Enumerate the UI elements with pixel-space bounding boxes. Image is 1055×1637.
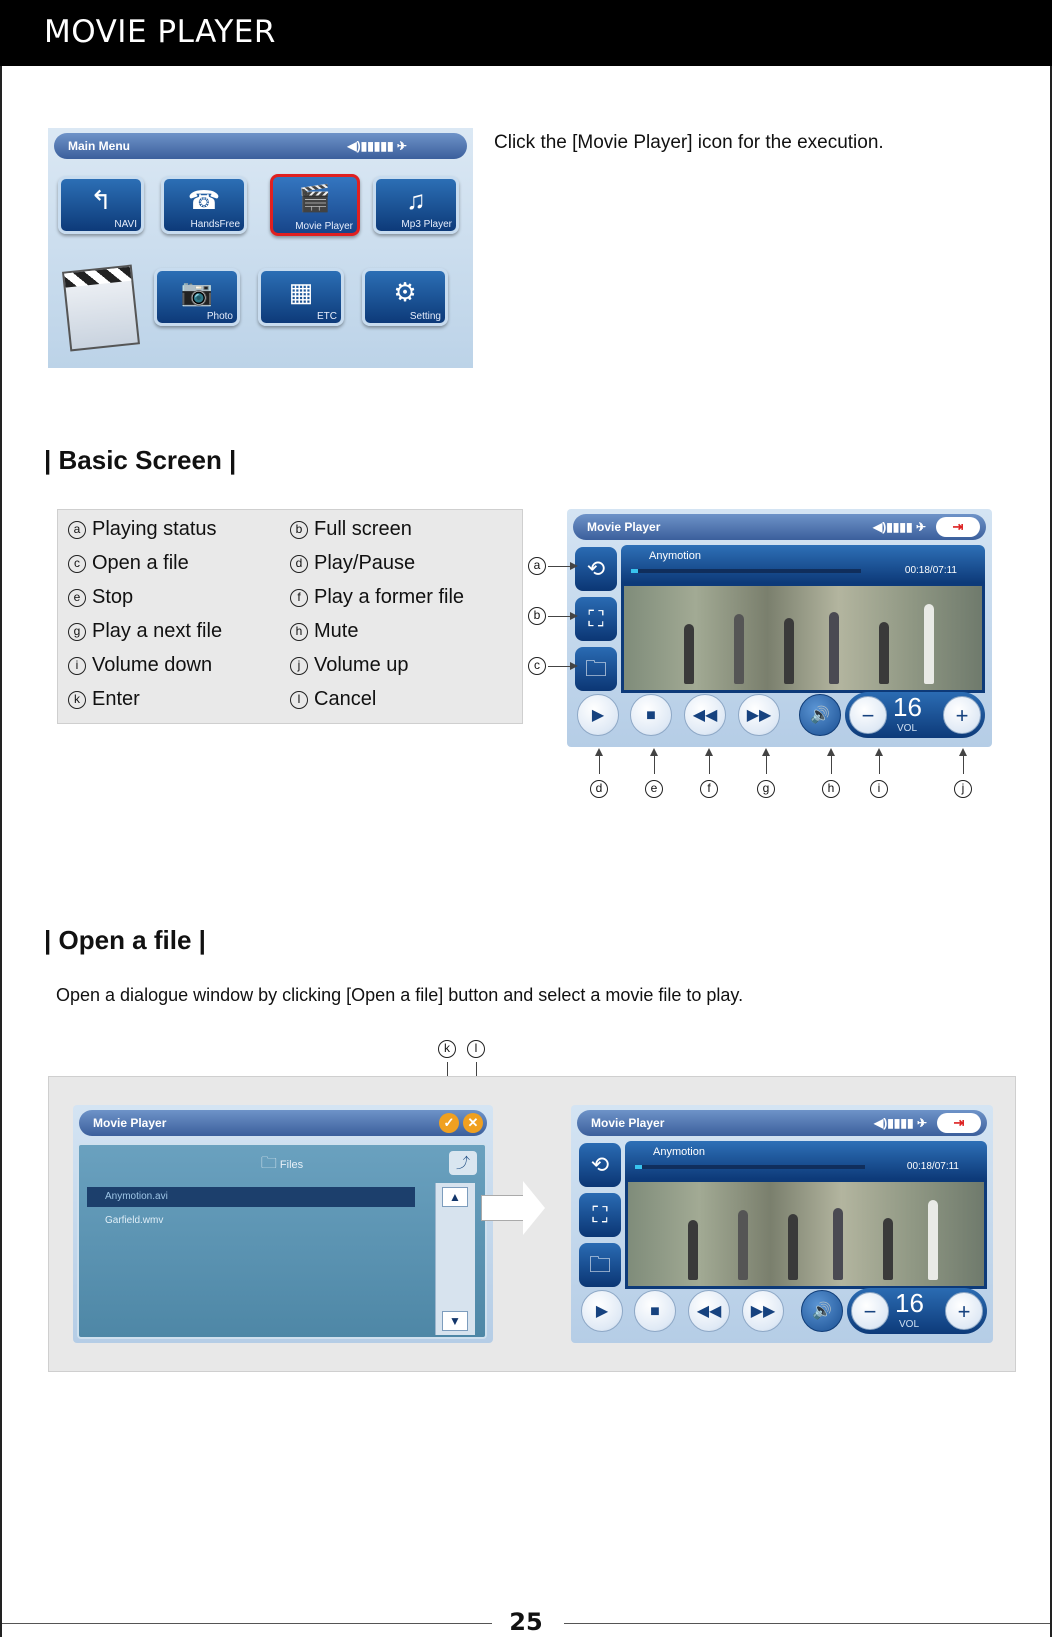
- main-menu-screenshot: [48, 128, 473, 368]
- menu-button-label: Photo: [206, 311, 233, 322]
- track-name: Anymotion: [653, 1146, 705, 1158]
- volume-value: 16: [895, 1288, 924, 1318]
- callout-f-arrow: [709, 750, 710, 774]
- navi-icon: ↰: [90, 185, 112, 215]
- exit-icon[interactable]: ⇥: [937, 1113, 981, 1133]
- camera-icon: 📷: [180, 277, 214, 307]
- playing-status-bar: [621, 545, 985, 583]
- previous-button[interactable]: ◀◀: [684, 694, 726, 736]
- volume-up-button[interactable]: +: [943, 696, 981, 734]
- legend-box: [57, 509, 523, 724]
- page-header: [0, 0, 1052, 66]
- callout-h: h: [822, 780, 840, 798]
- menu-button-navi[interactable]: [58, 176, 144, 234]
- mute-button[interactable]: 🔊: [799, 694, 841, 736]
- play-button[interactable]: ▶: [577, 694, 619, 736]
- menu-button-label: Mp3 Player: [401, 219, 452, 230]
- gear-icon: ⚙: [393, 277, 417, 307]
- callout-b: b: [528, 607, 546, 625]
- exit-icon[interactable]: ⇥: [936, 517, 980, 537]
- next-button[interactable]: ▶▶: [738, 694, 780, 736]
- play-button[interactable]: ▶: [581, 1290, 623, 1332]
- callout-g-arrow: [766, 750, 767, 774]
- mp3-icon: ♫: [406, 185, 426, 215]
- main-menu-titlebar: [54, 133, 467, 159]
- progress-fill: [631, 569, 638, 573]
- playing-status-bar: [625, 1141, 987, 1179]
- etc-icon: ▦: [288, 277, 314, 307]
- stop-button[interactable]: ■: [634, 1290, 676, 1332]
- file-dialog-screenshot: [73, 1105, 493, 1343]
- menu-button-label: ETC: [317, 311, 337, 322]
- volume-indicator-icon: ◀)▮▮▮▮ ✈: [872, 520, 926, 534]
- basic-screen-heading: | Basic Screen |: [44, 445, 237, 475]
- transition-arrow-head: [523, 1181, 545, 1235]
- callout-a: a: [528, 557, 546, 575]
- legend-item: g Play a next file: [68, 620, 222, 643]
- menu-button-label: NAVI: [114, 219, 137, 230]
- menu-button-etc[interactable]: [258, 268, 344, 326]
- menu-button-label: HandsFree: [190, 219, 240, 230]
- menu-button-setting[interactable]: [362, 268, 448, 326]
- folder-header: [79, 1149, 485, 1179]
- next-button[interactable]: ▶▶: [742, 1290, 784, 1332]
- callout-e-arrow: [654, 750, 655, 774]
- video-frame: [625, 1179, 987, 1289]
- legend-item: d Play/Pause: [290, 552, 415, 575]
- video-frame: [621, 583, 985, 693]
- volume-down-button[interactable]: −: [851, 1292, 889, 1330]
- fullscreen-button[interactable]: ⛶: [579, 1193, 621, 1237]
- callout-l: l: [467, 1040, 485, 1058]
- open-file-button[interactable]: 🗀: [579, 1243, 621, 1287]
- menu-button-movie-player[interactable]: [270, 174, 360, 236]
- volume-value: 16: [893, 692, 922, 722]
- stop-button[interactable]: ■: [630, 694, 672, 736]
- callout-a-arrow: [548, 566, 576, 567]
- legend-item: e Stop: [68, 586, 133, 609]
- clapper-icon: 🎬: [298, 183, 332, 213]
- callout-i-arrow: [879, 750, 880, 774]
- folder-up-button[interactable]: ⤴: [449, 1151, 477, 1175]
- callout-k: k: [438, 1040, 456, 1058]
- folder-label: Files: [279, 1159, 304, 1171]
- legend-item: f Play a former file: [290, 586, 464, 609]
- dialog-title: Movie Player: [93, 1116, 167, 1130]
- menu-button-handsfree[interactable]: [161, 176, 247, 234]
- repeat-button[interactable]: ⟲: [575, 547, 617, 591]
- mute-button[interactable]: 🔊: [801, 1290, 843, 1332]
- volume-indicator-icon: ◀)▮▮▮▮ ✈: [873, 1116, 927, 1130]
- volume-label: VOL: [899, 1319, 920, 1330]
- file-list-item[interactable]: Garfield.wmv: [105, 1215, 164, 1226]
- menu-button-label: Setting: [409, 311, 441, 322]
- menu-button-mp3-player[interactable]: [373, 176, 459, 234]
- legend-item: c Open a file: [68, 552, 189, 575]
- legend-item: j Volume up: [290, 654, 409, 677]
- progress-fill: [635, 1165, 642, 1169]
- volume-down-button[interactable]: −: [849, 696, 887, 734]
- callout-d-arrow: [599, 750, 600, 774]
- callout-i: i: [870, 780, 888, 798]
- callout-e: e: [645, 780, 663, 798]
- folder-icon: 🗀: [260, 1155, 277, 1172]
- menu-button-photo[interactable]: [154, 268, 240, 326]
- transition-arrow-icon: [481, 1195, 525, 1221]
- movie-player-screenshot: [567, 509, 992, 747]
- file-list-item[interactable]: Anymotion.avi: [87, 1187, 415, 1207]
- page-number: 25: [509, 1608, 543, 1636]
- legend-item: h Mute: [290, 620, 358, 643]
- menu-button-label: Movie Player: [295, 221, 353, 232]
- movie-player-result-screenshot: [571, 1105, 993, 1343]
- legend-item: a Playing status: [68, 518, 217, 541]
- player-title: Movie Player: [591, 1116, 665, 1130]
- open-file-heading: | Open a file |: [44, 925, 206, 955]
- callout-c: c: [528, 657, 546, 675]
- legend-item: b Full screen: [290, 518, 412, 541]
- callout-b-arrow: [548, 616, 576, 617]
- repeat-button[interactable]: ⟲: [579, 1143, 621, 1187]
- legend-item: k Enter: [68, 688, 140, 711]
- scroll-down-icon[interactable]: ▼: [442, 1311, 468, 1331]
- volume-up-button[interactable]: +: [945, 1292, 983, 1330]
- track-time: 00:18/07:11: [906, 1161, 959, 1172]
- scroll-up-icon[interactable]: ▲: [442, 1187, 468, 1207]
- callout-j-arrow: [963, 750, 964, 774]
- file-list-scrollbar[interactable]: [435, 1183, 475, 1335]
- volume-label: VOL: [897, 723, 918, 734]
- callout-c-arrow: [548, 666, 576, 667]
- player-title: Movie Player: [587, 520, 661, 534]
- cancel-icon[interactable]: ✕: [463, 1113, 483, 1133]
- open-file-button[interactable]: 🗀: [575, 647, 617, 691]
- callout-f: f: [700, 780, 718, 798]
- progress-bar: [635, 1165, 865, 1169]
- player-titlebar: [577, 1110, 987, 1136]
- progress-bar: [631, 569, 861, 573]
- fullscreen-button[interactable]: ⛶: [575, 597, 617, 641]
- legend-item: i Volume down: [68, 654, 212, 677]
- clapperboard-illustration: [62, 265, 140, 352]
- player-titlebar: [573, 514, 986, 540]
- phone-icon: ☎: [187, 185, 221, 215]
- volume-indicator-icon: ◀)▮▮▮▮▮ ✈: [347, 139, 407, 153]
- previous-button[interactable]: ◀◀: [688, 1290, 730, 1332]
- callout-g: g: [757, 780, 775, 798]
- callout-h-arrow: [831, 750, 832, 774]
- file-list-panel: [77, 1143, 487, 1339]
- page-title: MOVIE PLAYER: [44, 14, 276, 50]
- dialog-titlebar: [79, 1110, 487, 1136]
- legend-item: l Cancel: [290, 688, 376, 711]
- open-file-panel: [48, 1076, 1016, 1372]
- intro-text: Click the [Movie Player] icon for the execution.: [494, 132, 884, 153]
- main-menu-title: Main Menu: [68, 139, 130, 153]
- enter-icon[interactable]: ✓: [439, 1113, 459, 1133]
- callout-j: j: [954, 780, 972, 798]
- open-file-description: Open a dialogue window by clicking [Open a file] button and select a movie file to play.: [56, 985, 744, 1005]
- track-name: Anymotion: [649, 550, 701, 562]
- track-time: 00:18/07:11: [904, 565, 957, 576]
- callout-d: d: [590, 780, 608, 798]
